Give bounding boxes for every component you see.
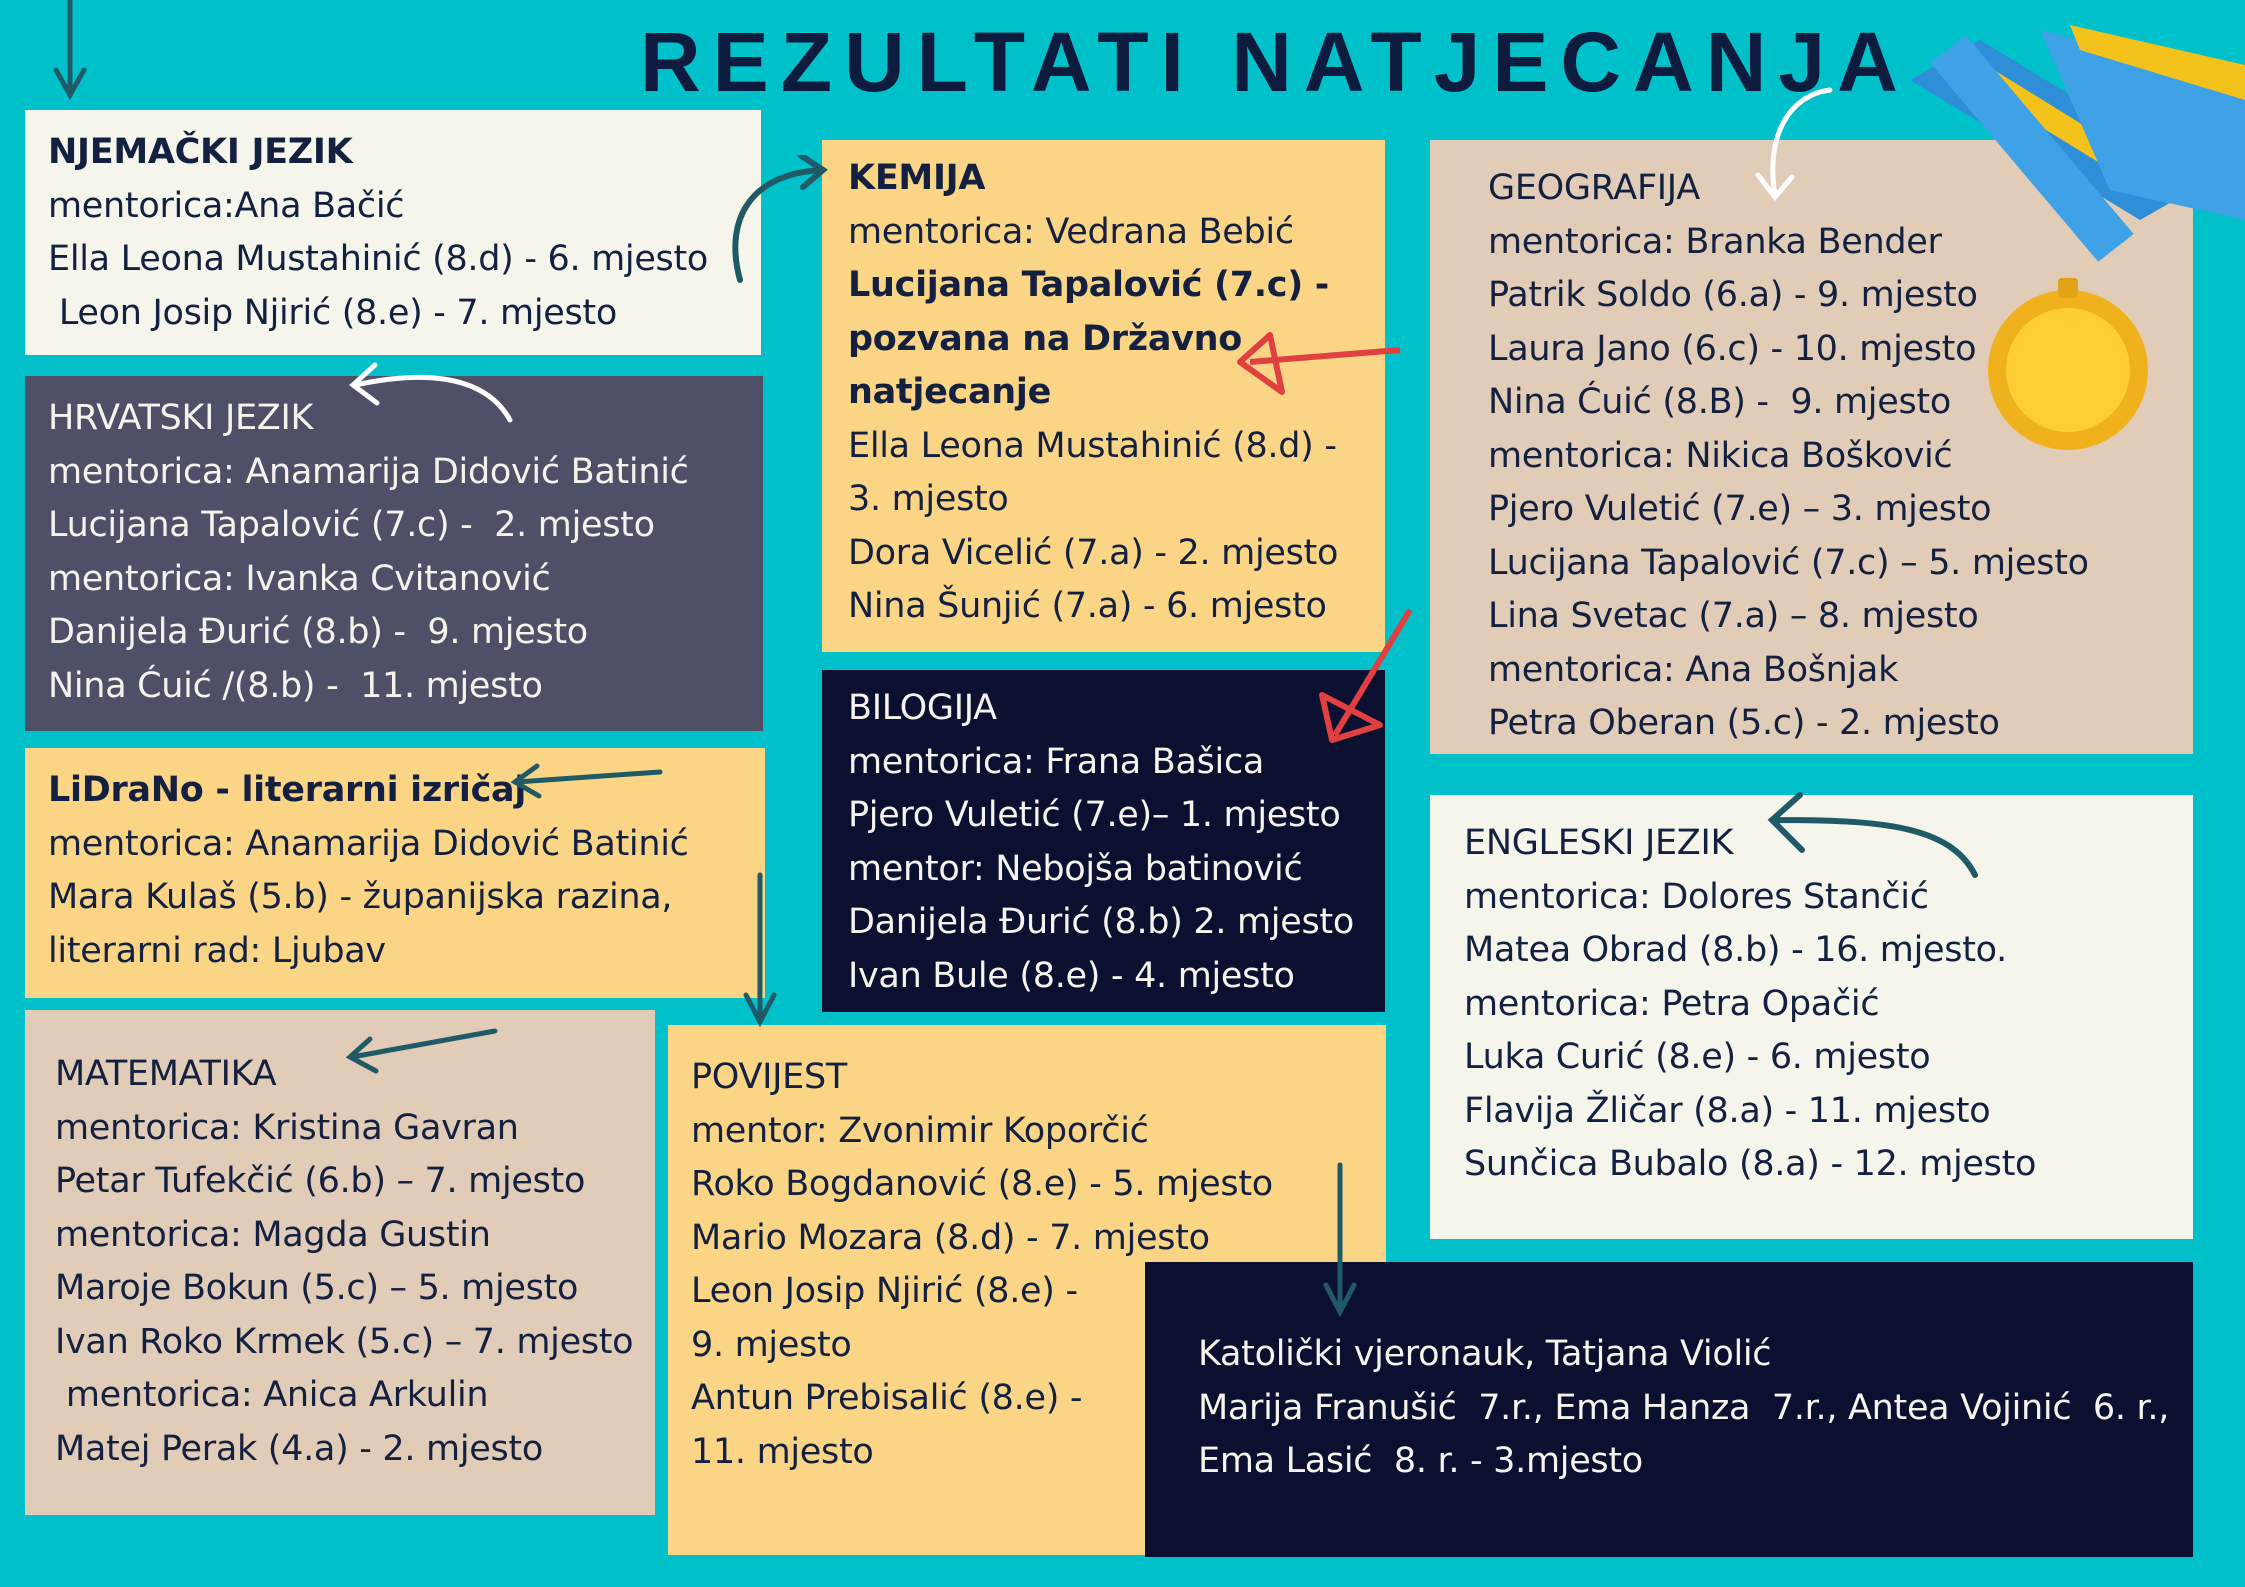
- card-line: mentorica: Kristina Gavran: [55, 1107, 519, 1148]
- card-line: Danijela Đurić (8.b) - 9. mjesto: [48, 612, 588, 652]
- arrow-icon: [1320, 1160, 1360, 1320]
- card-line: Pjero Vuletić (7.e)– 1. mjesto: [848, 795, 1341, 835]
- card-heading: LiDraNo - literarni izričaj: [48, 770, 527, 810]
- arrow-icon: [50, 0, 90, 105]
- card-line: Petra Oberan (5.c) - 2. mjesto: [1488, 703, 2000, 743]
- card-line: 9. mjesto: [691, 1324, 852, 1365]
- card-heading: ENGLESKI JEZIK: [1464, 823, 1734, 863]
- german-results-card: [25, 110, 761, 355]
- card-line: Lucijana Tapalović (7.c) – 5. mjesto: [1488, 542, 2089, 583]
- card-line: Petar Tufekčić (6.b) – 7. mjesto: [55, 1161, 586, 1201]
- card-heading: HRVATSKI JEZIK: [48, 398, 314, 438]
- page-title: REZULTATI NATJECANJA: [640, 15, 1910, 109]
- card-line: Mario Mozara (8.d) - 7. mjesto: [691, 1217, 1210, 1258]
- math-results-card: [25, 1010, 655, 1515]
- card-heading: KEMIJA: [848, 158, 986, 198]
- arrow-icon: [1220, 330, 1405, 400]
- card-line: mentorica: Dolores Stančić: [1464, 876, 1929, 917]
- card-highlight-line: Lucijana Tapalović (7.c) -: [848, 265, 1330, 305]
- card-line: Flavija Žličar (8.a) - 11. mjesto: [1464, 1090, 1991, 1131]
- biology-results-card: [822, 670, 1385, 1012]
- card-line: mentorica: Petra Opačić: [1464, 983, 1880, 1024]
- card-line: Ivan Bule (8.e) - 4. mjesto: [848, 955, 1295, 996]
- card-line: mentorica: Ivanka Cvitanović: [48, 558, 551, 599]
- card-line: mentorica: Vedrana Bebić: [848, 211, 1294, 252]
- arrow-icon: [1730, 85, 1840, 205]
- card-line: Matea Obrad (8.b) - 16. mjesto.: [1464, 930, 2007, 970]
- arrow-icon: [505, 760, 665, 800]
- medal-icon: [1910, 20, 2245, 450]
- card-line: mentorica: Anamarija Didović Batinić: [48, 451, 689, 492]
- card-heading: NJEMAČKI JEZIK: [48, 132, 353, 172]
- arrow-icon: [725, 155, 835, 285]
- card-heading: BILOGIJA: [848, 688, 997, 728]
- religion-results-card: [1145, 1262, 2193, 1557]
- card-line: mentorica: Ana Bošnjak: [1488, 649, 1899, 690]
- card-line: 3. mjesto: [848, 479, 1009, 519]
- card-line: Danijela Đurić (8.b) 2. mjesto: [848, 902, 1354, 942]
- croatian-results-card: [25, 376, 763, 731]
- card-line: Roko Bogdanović (8.e) - 5. mjesto: [691, 1164, 1273, 1204]
- arrow-icon: [1310, 605, 1415, 760]
- card-line: mentorica: Frana Bašica: [848, 741, 1265, 782]
- card-line: Lina Svetac (7.a) – 8. mjesto: [1488, 596, 1979, 636]
- card-line: Ema Lasić 8. r. - 3.mjesto: [1198, 1441, 1643, 1481]
- card-line: Ella Leona Mustahinić (8.d) - 6. mjesto: [48, 239, 709, 279]
- card-line: Katolički vjeronauk, Tatjana Violić: [1198, 1334, 1772, 1374]
- card-line: mentorica:Ana Bačić: [48, 185, 405, 226]
- card-line: mentorica: Branka Bender: [1488, 221, 1942, 262]
- card-line: Sunčica Bubalo (8.a) - 12. mjesto: [1464, 1144, 2037, 1184]
- card-line: 11. mjesto: [691, 1431, 874, 1472]
- arrow-icon: [345, 355, 515, 425]
- card-line: Pjero Vuletić (7.e) – 3. mjesto: [1488, 489, 1992, 529]
- card-line: Patrik Soldo (6.a) - 9. mjesto: [1488, 275, 1978, 315]
- arrow-icon: [340, 1025, 500, 1075]
- arrow-icon: [1760, 780, 1980, 880]
- card-line: mentor: Zvonimir Koporčić: [691, 1110, 1149, 1151]
- card-line: Matej Perak (4.a) - 2. mjesto: [55, 1428, 543, 1469]
- card-highlight-line: natjecanje: [848, 372, 1052, 412]
- card-line: Maroje Bokun (5.c) – 5. mjesto: [55, 1268, 579, 1308]
- card-line: Lucijana Tapalović (7.c) - 2. mjesto: [48, 505, 655, 545]
- card-highlight-line: pozvana na Državno: [848, 318, 1243, 359]
- card-line: mentorica: Nikica Bošković: [1488, 435, 1953, 476]
- card-heading: MATEMATIKA: [55, 1054, 277, 1094]
- card-heading: POVIJEST: [691, 1057, 847, 1097]
- card-line: Luka Curić (8.e) - 6. mjesto: [1464, 1037, 1931, 1077]
- card-line: mentorica: Anica Arkulin: [55, 1375, 489, 1415]
- card-line: mentorica: Magda Gustin: [55, 1214, 491, 1255]
- card-heading: GEOGRAFIJA: [1488, 168, 1700, 208]
- card-line: literarni rad: Ljubav: [48, 930, 386, 971]
- card-line: Leon Josip Njirić (8.e) -: [691, 1271, 1078, 1311]
- card-line: Dora Vicelić (7.a) - 2. mjesto: [848, 532, 1339, 573]
- card-line: Antun Prebisalić (8.e) -: [691, 1378, 1083, 1418]
- card-line: Nina Ćuić (8.B) - 9. mjesto: [1488, 382, 1951, 422]
- card-line: Laura Jano (6.c) - 10. mjesto: [1488, 328, 1977, 369]
- card-line: Mara Kulaš (5.b) - županijska razina,: [48, 877, 673, 917]
- card-line: Nina Ćuić /(8.b) - 11. mjesto: [48, 665, 543, 706]
- card-line: mentorica: Anamarija Didović Batinić: [48, 823, 689, 864]
- arrow-icon: [740, 870, 780, 1030]
- card-line: Ella Leona Mustahinić (8.d) -: [848, 425, 1337, 466]
- card-line: Leon Josip Njirić (8.e) - 7. mjesto: [48, 292, 617, 333]
- card-line: mentor: Nebojša batinović: [848, 848, 1303, 889]
- card-line: Ivan Roko Krmek (5.c) – 7. mjesto: [55, 1321, 634, 1362]
- card-line: Marija Franušić 7.r., Ema Hanza 7.r., Antea Vojinić 6. r.,: [1198, 1387, 2170, 1428]
- card-line: Nina Šunjić (7.a) - 6. mjesto: [848, 586, 1327, 626]
